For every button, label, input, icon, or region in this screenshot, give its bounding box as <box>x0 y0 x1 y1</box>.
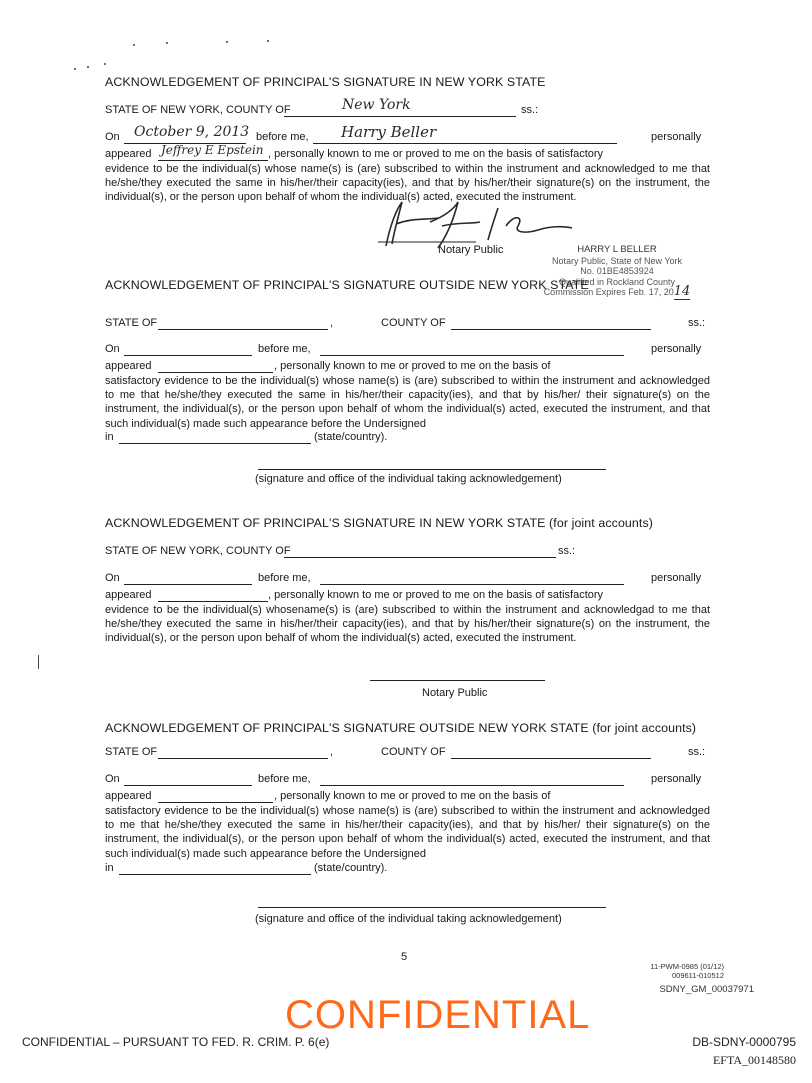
date-line <box>124 355 252 356</box>
form-code: 11-PWM-0985 (01/12) <box>650 962 724 971</box>
acknowledgement-paragraph: satisfactory evidence to be the individual(s) whose name(s) is (are) subscribed to within the instrument and acknowledged to me that he/she/they executed the same in his/her/their capacity(ies), and that by his/her/ their signature(s) on the instrument, the individual(s), or the person upon behalf of whom the individual(s) acted, executed the instrument, and that such individual(s) made such appearance before the Undersigned <box>105 375 710 430</box>
ss-label: ss.: <box>558 545 576 557</box>
personally-label: personally <box>651 131 702 143</box>
line1-rest: , personally known to me or proved to me on the basis of <box>274 790 551 802</box>
section4-heading: ACKNOWLEDGEMENT OF PRINCIPAL'S SIGNATURE OUTSIDE NEW YORK STATE (for joint accounts) <box>105 721 697 735</box>
county-label: COUNTY OF <box>381 746 446 758</box>
county-line <box>284 116 516 117</box>
state-label: STATE OF <box>105 746 158 758</box>
in-line <box>119 874 311 875</box>
appeared-line <box>158 160 268 161</box>
line1-rest: , personally known to me or proved to me on the basis of satisfactory <box>268 589 604 601</box>
ss-label: ss.: <box>688 317 706 329</box>
state-country-label: (state/country). <box>314 862 388 874</box>
notary-signature-line <box>370 680 545 681</box>
appeared-label: appeared <box>105 148 152 160</box>
notary-name-line <box>313 143 617 144</box>
appeared-handwritten: Jeffrey E Epstein <box>161 143 264 157</box>
comma: , <box>330 317 334 329</box>
state-line <box>158 329 328 330</box>
before-me: before me, <box>256 131 309 143</box>
state-country-label: (state/country). <box>314 431 388 443</box>
ss-label: ss.: <box>688 746 706 758</box>
state-county-label: STATE OF NEW YORK, COUNTY OF <box>105 545 291 557</box>
acknowledgement-paragraph: satisfactory evidence to be the individual(s) whose name(s) is (are) subscribed to within the instrument and acknowledged to me that he/she/they executed the same in his/her/their capacity(ies), and that by his/her/ their signature(s) on the instrument, the individual(s), or the person upon behalf of whom the individual(s) acted, executed the instrument, and that such individual(s) made such appearance before the Undersigned <box>105 805 710 860</box>
scan-speck <box>38 655 39 669</box>
county-label: COUNTY OF <box>381 317 446 329</box>
county-line <box>451 329 651 330</box>
line1-rest: , personally known to me or proved to me on the basis of <box>274 360 551 372</box>
signature-caption: (signature and office of the individual taking acknowledgement) <box>255 473 562 485</box>
before-me: before me, <box>258 773 311 785</box>
confidential-notice: CONFIDENTIAL – PURSUANT TO FED. R. CRIM. P. 6(e) <box>22 1035 330 1049</box>
county-line <box>451 758 651 759</box>
state-line <box>158 758 328 759</box>
scan-speck <box>166 42 168 44</box>
line1-rest: , personally known to me or proved to me on the basis of satisfactory <box>268 148 604 160</box>
form-sub: 009611-010512 <box>672 971 724 980</box>
personally-label: personally <box>651 773 702 785</box>
state-label: STATE OF <box>105 317 158 329</box>
stamp-line: HARRY L BELLER <box>577 244 657 255</box>
in-line <box>119 443 311 444</box>
county-line <box>284 557 556 558</box>
appeared-label: appeared <box>105 360 152 372</box>
in-label: in <box>105 431 114 443</box>
notary-line <box>320 785 624 786</box>
stamp-line: Notary Public, State of New York <box>551 255 683 266</box>
on-label: On <box>105 572 120 584</box>
page-number: 5 <box>401 951 408 963</box>
scan-speck <box>104 63 106 65</box>
comma: , <box>330 746 334 758</box>
on-label: On <box>105 773 120 785</box>
appeared-line <box>158 802 273 803</box>
notary-line <box>320 355 624 356</box>
confidential-watermark: CONFIDENTIAL <box>285 993 591 1037</box>
notary-name-handwritten: Harry Beller <box>341 123 437 141</box>
stamp-line-text: Commission Expires Feb. 17, 20 <box>543 287 674 297</box>
bates-efta: EFTA_00148580 <box>712 1053 796 1067</box>
state-county-label: STATE OF NEW YORK, COUNTY OF <box>105 104 291 116</box>
notary-public-label: Notary Public <box>438 244 504 256</box>
scan-speck <box>226 41 228 43</box>
ss-label: ss.: <box>521 104 539 116</box>
signature-caption: (signature and office of the individual taking acknowledgement) <box>255 913 562 925</box>
scan-speck <box>133 44 135 46</box>
scan-speck <box>87 66 89 68</box>
appeared-line <box>158 601 268 602</box>
appeared-label: appeared <box>105 790 152 802</box>
bates-db: DB-SDNY-0000795 <box>692 1035 796 1049</box>
county-handwritten: New York <box>342 97 411 113</box>
before-me: before me, <box>258 572 311 584</box>
appeared-line <box>158 372 273 373</box>
stamp-line: No. 01BE4853924 <box>580 266 654 276</box>
appeared-label: appeared <box>105 589 152 601</box>
acknowledgement-paragraph: evidence to be the individual(s) whosename(s) is (are) subscribed to within the instrument and acknowledgad to me that he/she/they executed the same in his/her/their capacity(ies), and that by his/her/their signature(s) on the instrument, the individual(s), or the person upon behalf of whom the individual(s) acted, executed the instrument. <box>105 604 710 645</box>
personally-label: personally <box>651 572 702 584</box>
stamp-line-text: Qualified in Rockland County <box>558 276 676 287</box>
on-label: On <box>105 131 120 143</box>
form-code-block <box>560 962 724 980</box>
acknowledgement-paragraph: evidence to be the individual(s) whose name(s) is (are) subscribed to within the instrument and acknowledged to me that he/she/they executed the same in his/her/their capacity(ies), and that by his/her/their signature(s) on the instrument, the individual(s), or the person upon behalf of whom the individual(s) acted, executed the instrument. <box>105 163 710 204</box>
stamp-year-handwritten: 14 <box>673 284 691 299</box>
scan-speck <box>74 68 76 70</box>
notary-public-label: Notary Public <box>422 687 488 699</box>
date-line <box>124 785 252 786</box>
scan-speck <box>267 40 269 42</box>
section1-heading: ACKNOWLEDGEMENT OF PRINCIPAL'S SIGNATURE IN NEW YORK STATE <box>105 75 546 89</box>
section2-heading: ACKNOWLEDGEMENT OF PRINCIPAL'S SIGNATURE OUTSIDE NEW YORK STATE <box>105 278 589 292</box>
notary-line <box>320 584 624 585</box>
date-line <box>124 584 252 585</box>
bates-gm: SDNY_GM_00037971 <box>659 984 754 995</box>
personally-label: personally <box>651 343 702 355</box>
before-me: before me, <box>258 343 311 355</box>
in-label: in <box>105 862 114 874</box>
section3-heading: ACKNOWLEDGEMENT OF PRINCIPAL'S SIGNATURE IN NEW YORK STATE (for joint accounts) <box>105 516 653 530</box>
signature-line <box>258 469 606 470</box>
on-label: On <box>105 343 120 355</box>
signature-line <box>258 907 606 908</box>
date-handwritten: October 9, 2013 <box>134 124 250 140</box>
